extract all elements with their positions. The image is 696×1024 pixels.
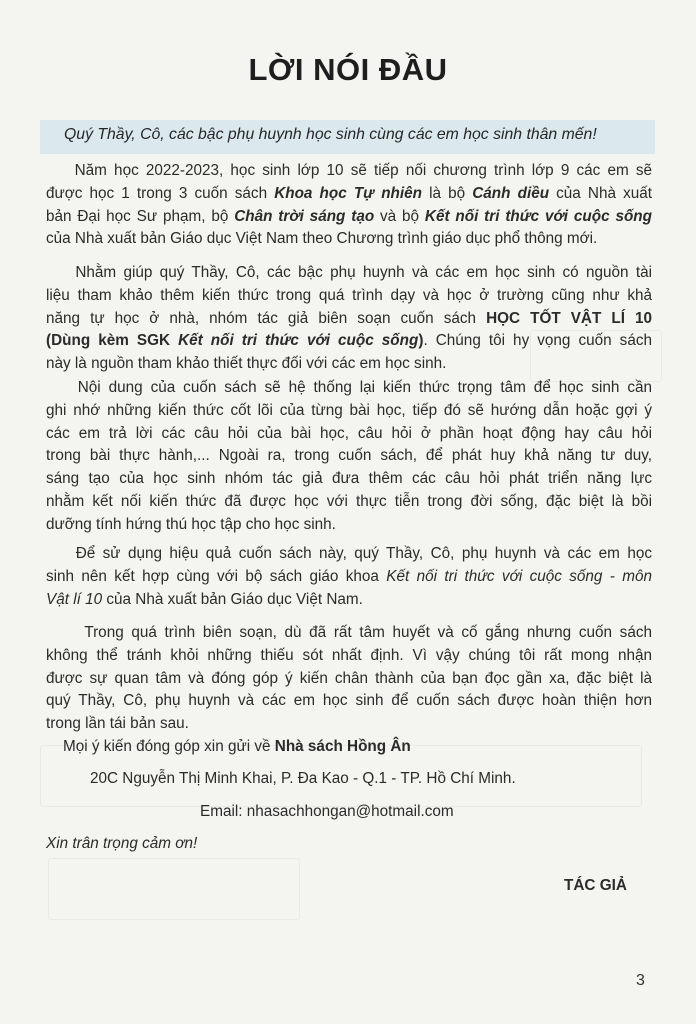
text-span: ghi nhớ những kiến thức cốt lõi của từng bài học, tiếp đó sẽ hướng dẫn hoặc gợi ý: [46, 401, 652, 419]
text-span: sinh nên kết hợp cùng với bộ sách giáo khoa: [46, 567, 387, 585]
paragraph-2: [46, 262, 652, 376]
paragraph-line: [46, 400, 652, 423]
paragraph-line: [46, 160, 652, 183]
paragraph-line: [46, 468, 652, 491]
page-title: LỜI NÓI ĐẦU: [248, 52, 448, 87]
book-series-emphasis: Cánh diều: [472, 184, 550, 202]
page-number: 3: [636, 972, 645, 989]
paragraph-line: [46, 353, 652, 376]
paragraph-line: [46, 589, 652, 612]
book-title-emphasis: Khoa học Tự nhiên: [274, 184, 422, 202]
paragraph-line: [46, 514, 652, 537]
paragraph-line: [46, 690, 652, 713]
paragraph-4: [46, 543, 652, 611]
paragraph-line: [46, 622, 652, 645]
subject-emphasis: Vật lí 10: [46, 590, 103, 608]
text-span: của Nhà xuất: [549, 184, 652, 202]
text-span: Mọi ý kiến đóng góp xin gửi về: [63, 738, 275, 755]
paragraph-line: [46, 206, 652, 229]
text-span: bản Đại học Sư phạm, bộ: [46, 207, 235, 225]
text-span: được sự quan tâm và đóng góp ý kiến chân thành của bạn đọc gần xa, đặc biệt là: [46, 669, 652, 687]
publisher-address: 20C Nguyễn Thị Minh Khai, P. Đa Kao - Q.1 - TP. Hồ Chí Minh.: [90, 770, 516, 787]
text-span: dưỡng tính hứng thú học tập cho học sinh.: [46, 515, 336, 533]
text-span: là bộ: [422, 184, 473, 202]
paragraph-line: [46, 262, 652, 285]
text-span: được học 1 trong 3 cuốn sách: [46, 184, 275, 202]
book-series-emphasis: Chân trời sáng tạo: [234, 207, 375, 225]
bleed-through-box: [48, 858, 300, 920]
paragraph-line: [46, 377, 652, 400]
text-span: Năm học 2022-2023, học sinh lớp 10 sẽ tiếp nối chương trình lớp 9 các em sẽ: [74, 162, 652, 179]
text-span: trong lần tái bản sau.: [46, 715, 189, 733]
text-span: của Nhà xuất bản Giáo dục Việt Nam theo Chương trình giáo dục phổ thông mới.: [46, 230, 598, 248]
text-span: này là nguồn tham khảo thiết thực đối với các em học sinh.: [46, 355, 447, 373]
paragraph-5: [46, 622, 652, 736]
text-span: Để sử dụng hiệu quả cuốn sách này, quý Thầy, Cô, phụ huynh và các em học: [75, 545, 652, 562]
text-span: không thể tránh khỏi những thiếu sót nhất định. Vì vậy chúng tôi rất mong nhận: [46, 646, 652, 664]
text-span: quý Thầy, Cô, phụ huynh và các em học sinh để cuốn sách được hoàn thiện hơn: [46, 692, 652, 710]
text-span: liệu tham khảo thêm kiến thức trong quá trình dạy và học ở trường cũng như khả: [46, 286, 652, 304]
author-signature: TÁC GIẢ: [564, 877, 627, 894]
text-span: nhằm kết nối kiến thức đã được học với thực tiễn trong đời sống, đặc biệt là bồi: [46, 492, 652, 510]
paragraph-line: [46, 543, 652, 566]
paragraph-line: [46, 645, 652, 668]
paragraph-line: [46, 183, 652, 206]
paragraph-line: [46, 668, 652, 691]
contact-email: Email: nhasachhongan@hotmail.com: [200, 803, 454, 820]
book-series-emphasis: Kết nối tri thức với cuộc sống: [424, 207, 652, 225]
text-span: Nhằm giúp quý Thầy, Cô, các bậc phụ huynh và các em học sinh có nguồn tài: [75, 264, 653, 281]
text-span: sáng tạo của học sinh nhóm tác giả đưa thêm các câu hỏi phát triển năng lực: [46, 470, 652, 488]
paragraph-line: [46, 445, 652, 468]
salutation: Quý Thầy, Cô, các bậc phụ huynh học sinh cùng các em học sinh thân mến!: [64, 126, 597, 143]
paragraph-line: [46, 423, 652, 446]
text-span: và bộ: [374, 207, 425, 225]
paragraph-line: [46, 713, 652, 736]
book-name-emphasis: HỌC TỐT VẬT LÍ 10: [486, 309, 652, 327]
text-span: trong bài thực hành,... Ngoài ra, trong cuốn sách, để phát huy khả năng tư duy,: [46, 447, 652, 465]
text-span: Trong quá trình biên soạn, dù đã rất tâm huyết và cố gắng nhưng cuốn sách: [84, 624, 652, 641]
book-series-emphasis: Kết nối tri thức với cuộc sống - môn: [386, 567, 652, 585]
paragraph-1: [46, 160, 652, 251]
text-span: . Chúng tôi hy vọng cuốn sách: [423, 332, 652, 350]
text-span: năng tự học ở nhà, nhóm tác giả biên soạn cuốn sách: [46, 309, 487, 327]
book-series-emphasis: Kết nối tri thức với cuộc sống: [178, 332, 419, 350]
paragraph-line: [46, 308, 652, 331]
publisher-name: Nhà sách Hồng Ân: [274, 738, 411, 755]
contact-line: [63, 738, 411, 756]
paragraph-line: [46, 566, 652, 589]
paragraph-line: [46, 330, 652, 353]
paragraph-line: [46, 228, 652, 251]
text-span: các em trả lời các câu hỏi của bài học, câu hỏi ở phần hoạt động hay câu hỏi: [46, 424, 652, 442]
paragraph-line: [46, 285, 652, 308]
closing-thanks: Xin trân trọng cảm ơn!: [46, 835, 198, 852]
paragraph-line: [46, 491, 652, 514]
text-span: Nội dung của cuốn sách sẽ hệ thống lại kiến thức trọng tâm để học sinh cần: [77, 379, 653, 396]
text-span: của Nhà xuất bản Giáo dục Việt Nam.: [102, 590, 363, 608]
text-span: (Dùng kèm SGK: [46, 332, 179, 350]
paragraph-3: [46, 377, 652, 537]
text-span: ): [418, 332, 424, 350]
